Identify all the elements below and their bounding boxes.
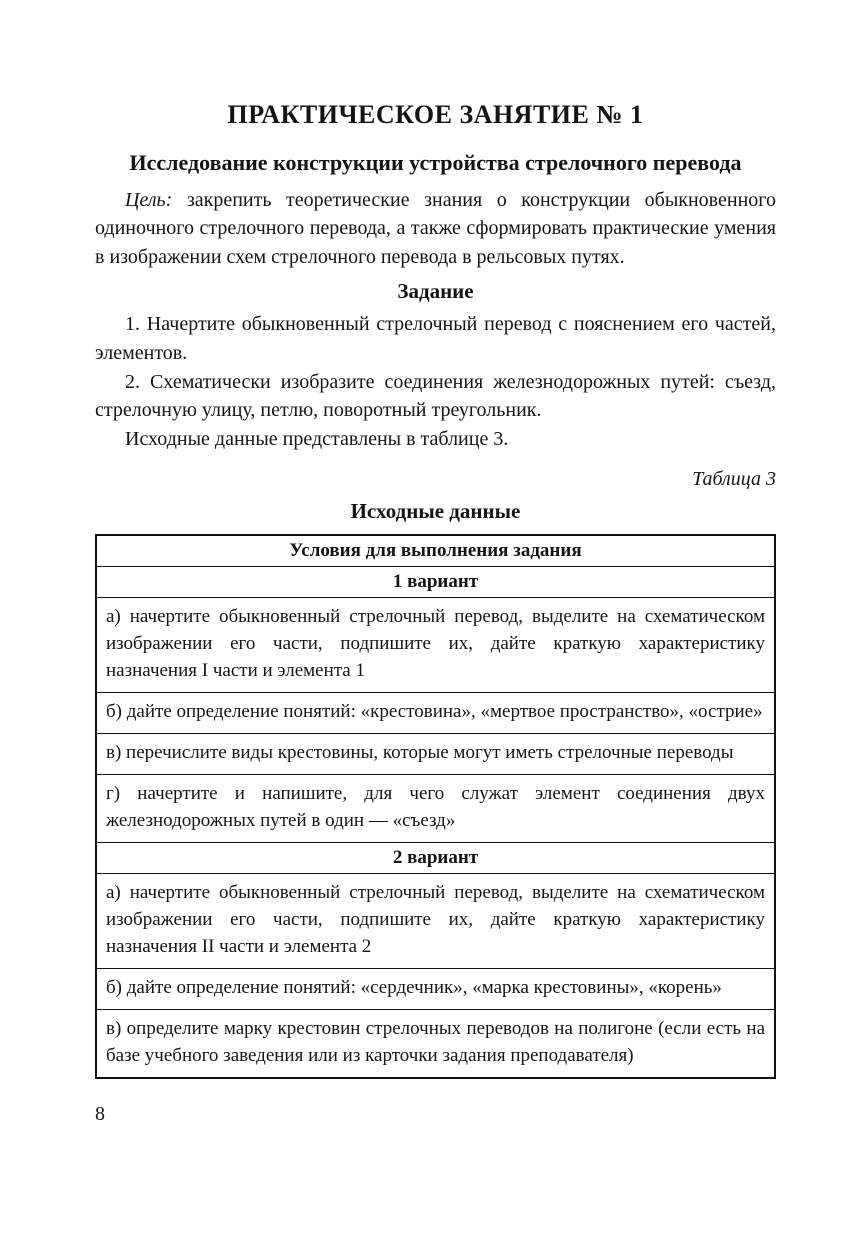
variant-1-condition-g: г) начертите и напишите, для чего служат элемент соединения двух железнодорожных путей в один — «съезд»	[96, 774, 775, 842]
table-row	[96, 598, 775, 693]
task-heading: Задание	[397, 279, 474, 304]
variant-2-condition-b: б) дайте определение понятий: «сердечник», «марка крестовины», «корень»	[96, 968, 775, 1009]
variant-2-header-row	[96, 842, 775, 873]
page-title: ПРАКТИЧЕСКОЕ ЗАНЯТИЕ № 1	[227, 100, 644, 129]
goal-label: Цель:	[125, 188, 173, 211]
page-subtitle: Исследование конструкции устройства стрелочного перевода	[129, 150, 742, 175]
table-row	[96, 733, 775, 774]
goal-paragraph	[95, 186, 776, 272]
conditions-table	[95, 534, 776, 1079]
variant-2-condition-a: а) начертите обыкновенный стрелочный перевод, выделите на схематическом изображении его части, подпишите их, дайте краткую характеристику назначения II части и элемента 2	[96, 873, 775, 968]
page-number: 8	[95, 1102, 105, 1125]
variant-1-header-row	[96, 567, 775, 598]
table-header-cell: Условия для выполнения задания	[96, 535, 775, 567]
table-row	[96, 774, 775, 842]
table-title: Исходные данные	[350, 499, 521, 524]
goal-text: закрепить теоретические знания о конструкции обыкновенного одиночного стрелочного перевода, а также сформировать практические умения в изображении схем стрелочного перевода в рельсовых путях.	[95, 188, 776, 269]
table-row	[96, 873, 775, 968]
table-row	[96, 1009, 775, 1077]
table-header-row	[96, 535, 775, 567]
table-reference-note: Исходные данные представлены в таблице 3.	[125, 428, 509, 451]
variant-2-label: 2 вариант	[96, 842, 775, 873]
table-row	[96, 692, 775, 733]
variant-1-condition-b: б) дайте определение понятий: «крестовина», «мертвое пространство», «острие»	[96, 692, 775, 733]
variant-2-condition-v: в) определите марку крестовин стрелочных переводов на полигоне (если есть на базе учебного заведения или из карточки задания преподавателя)	[96, 1009, 775, 1077]
variant-1-condition-v: в) перечислите виды крестовины, которые могут иметь стрелочные переводы	[96, 733, 775, 774]
task-item-1: 1. Начертите обыкновенный стрелочный перевод с пояснением его частей, элементов.	[95, 313, 776, 364]
task-item-2: 2. Схематически изобразите соединения железнодорожных путей: съезд, стрелочную улицу, петлю, поворотный треугольник.	[95, 370, 776, 422]
variant-1-label: 1 вариант	[96, 567, 775, 598]
variant-1-condition-a: а) начертите обыкновенный стрелочный перевод, выделите на схематическом изображении его части, подпишите их, дайте краткую характеристику назначения I части и элемента 1	[96, 598, 775, 693]
page-content	[95, 0, 776, 1146]
table-row	[96, 968, 775, 1009]
table-caption: Таблица 3	[692, 468, 776, 491]
